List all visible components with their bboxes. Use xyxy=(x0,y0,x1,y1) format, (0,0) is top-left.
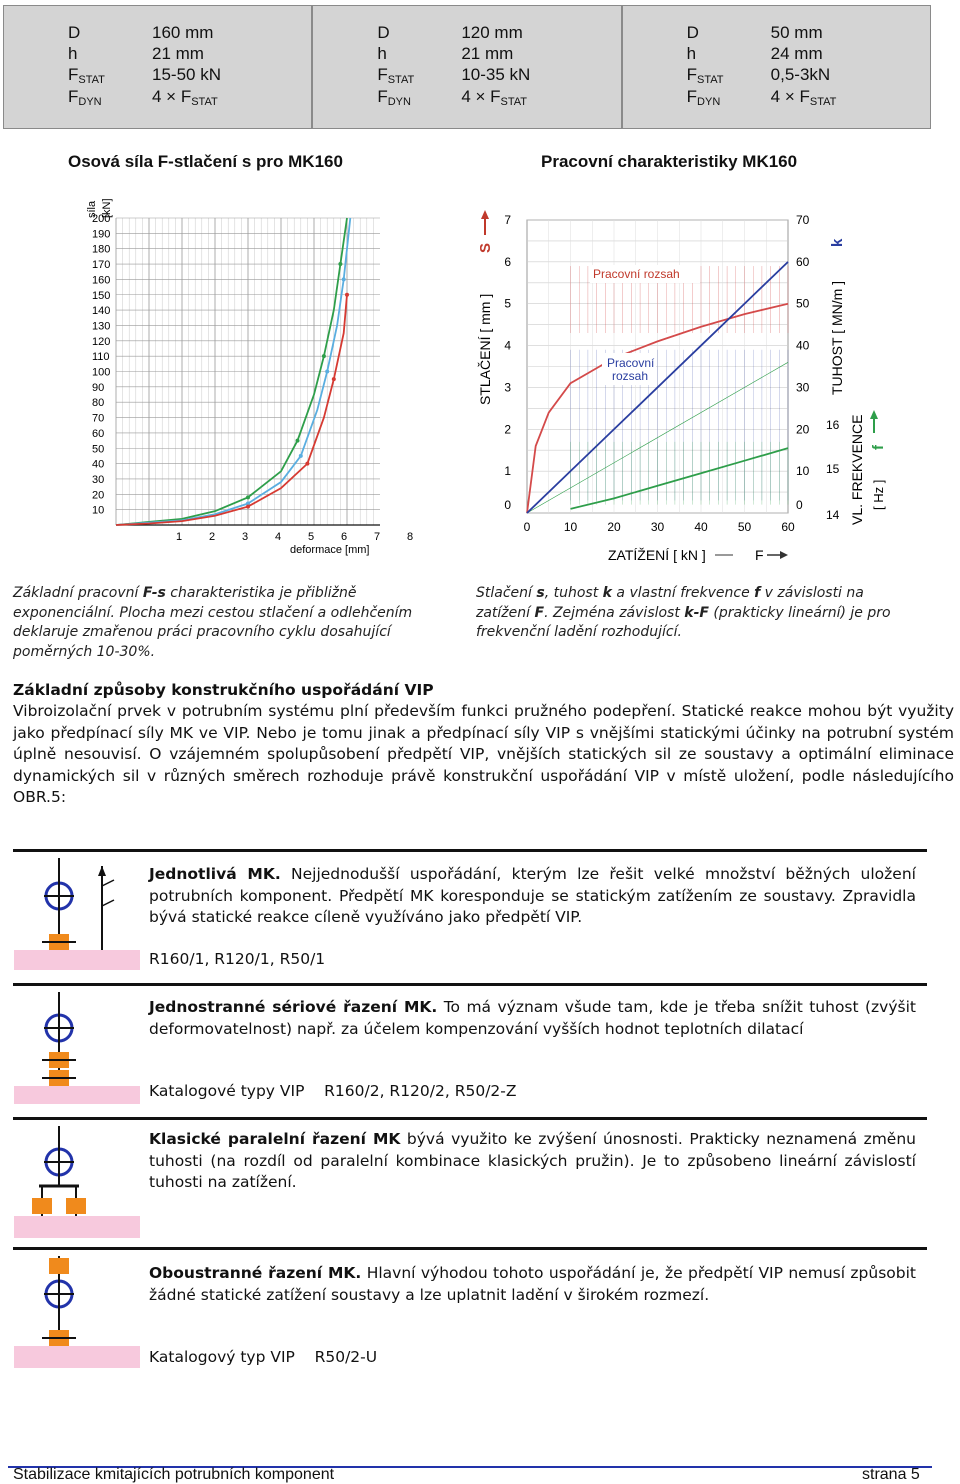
spec-key: F xyxy=(68,87,79,106)
spec-key: D xyxy=(68,23,81,42)
spec-value-cell xyxy=(771,22,823,43)
spec-value: 21 mm xyxy=(461,44,514,63)
y-tick-label: 60 xyxy=(92,427,105,440)
parallel-mk-diagram xyxy=(14,1124,140,1243)
freq-tick-label: 16 xyxy=(826,418,840,432)
spec-value: 4 × F xyxy=(461,87,501,106)
series-point xyxy=(338,262,342,266)
caption-bold: k xyxy=(602,585,612,601)
spec-sub: DYN xyxy=(387,96,411,108)
freq-axis-arrowhead xyxy=(870,410,878,419)
left-caption xyxy=(13,584,453,662)
series-point xyxy=(322,354,326,358)
left-axis-symbol: S xyxy=(477,242,494,253)
page-number: strana 5 xyxy=(862,1466,920,1483)
divider xyxy=(13,1247,927,1250)
spec-value: 50 mm xyxy=(770,23,823,42)
x-tick-label: 1 xyxy=(175,531,183,543)
caption-text: v závislosti na zatížení xyxy=(476,585,864,621)
spec-value: 21 mm xyxy=(152,44,204,63)
item-parallel-mk xyxy=(149,1129,916,1194)
series-point xyxy=(246,505,250,509)
item-note: Katalogový typ VIP R50/2-U xyxy=(149,1348,378,1366)
y-tick-label: 150 xyxy=(92,289,111,302)
spec-value-cell xyxy=(152,22,213,43)
y-tick-label: 190 xyxy=(92,228,111,241)
series-point xyxy=(299,454,303,458)
left-chart-title: Osová síla F-stlačení s pro MK160 xyxy=(68,152,343,171)
caption-bold: f xyxy=(754,585,761,601)
spec-value: 10-35 kN xyxy=(461,65,531,84)
spec-key: F xyxy=(68,65,79,84)
spec-key-cell xyxy=(377,86,411,113)
single-mk-diagram xyxy=(14,856,140,975)
left-tick-label: 2 xyxy=(504,422,511,437)
spec-value-cell xyxy=(152,86,218,113)
item-text: To má význam všude tam, kde je třeba snížit tuhost (zvýšit deformovatelnost) např. za účelem kompenzování vyšších hodnot teplotních dilatací xyxy=(149,998,916,1038)
left-axis-label: STLAČENÍ [ mm ] xyxy=(477,293,493,405)
spec-value-cell xyxy=(152,43,204,64)
spec-value: 0,5-3kN xyxy=(770,65,831,84)
y-tick-label: 180 xyxy=(92,243,111,256)
x-tick-label: 30 xyxy=(650,520,665,534)
x-tick-label: 3 xyxy=(241,531,249,543)
freq-axis-unit: [ Hz ] xyxy=(871,479,886,510)
item-text: Nejjednodušší uspořádání, kterým lze řešit velké množství běžných uložení potrubních komponent. Předpětí MK koresponduje se statickým zatížením ze soustavy. Zpravidla bývá statické reakce cíleně využíváno jako předpětí VIP. xyxy=(149,865,916,926)
spec-value: 160 mm xyxy=(152,23,214,42)
item-single-mk xyxy=(149,864,916,929)
x-tick-label: 2 xyxy=(208,531,216,543)
caption-bold: s xyxy=(536,585,545,601)
series-point xyxy=(332,377,336,381)
x-axis-symbol: F xyxy=(755,547,764,563)
divider xyxy=(13,1117,927,1120)
left-tick-label: 4 xyxy=(504,338,511,353)
right-caption xyxy=(476,584,921,643)
freq-tick-label: 15 xyxy=(826,462,840,476)
series-point xyxy=(325,370,329,374)
range-label-2b: rozsah xyxy=(612,369,649,383)
spec-cell xyxy=(623,6,930,128)
freq-axis-label: VL. FREKVENCE xyxy=(849,414,865,525)
spec-key-cell xyxy=(687,22,699,43)
right-tick-label: 40 xyxy=(796,338,810,353)
spec-sub: STAT xyxy=(809,96,837,108)
freq-axis-symbol: f xyxy=(870,445,887,450)
left-tick-label: 1 xyxy=(504,464,511,479)
caption-bold: F-s xyxy=(142,585,166,601)
spec-table xyxy=(3,5,931,129)
x-tick-label: 10 xyxy=(563,520,578,534)
x-tick-label: 20 xyxy=(607,520,621,534)
x-axis-label: deformace [mm] xyxy=(290,544,370,556)
x-tick-label: 60 xyxy=(781,520,795,534)
spec-cell xyxy=(313,6,622,128)
item-series-mk xyxy=(149,997,916,1040)
right-tick-label: 50 xyxy=(796,296,810,311)
spec-key: F xyxy=(686,65,698,84)
series-mk-diagram xyxy=(14,990,140,1109)
left-tick-label: 6 xyxy=(504,254,511,269)
x-tick-label: 5 xyxy=(307,531,315,543)
y-tick-label: 80 xyxy=(92,397,105,410)
spec-cell xyxy=(4,6,313,128)
item-title: Jednotlivá MK. xyxy=(149,865,281,883)
spec-value-cell xyxy=(461,22,522,43)
item-text: Hlavní výhodou tohoto uspořádání je, že předpětí VIP nemusí způsobit žádné statické zatížení soustavy a lze uplatnit ladění v širokém rozmezí. xyxy=(149,1264,916,1304)
right-tick-label: 60 xyxy=(796,254,810,269)
y-tick-label: 200 xyxy=(92,213,111,225)
caption-bold: k-F xyxy=(684,604,709,621)
y-tick-label: 160 xyxy=(92,274,111,287)
item-title: Oboustranné řazení MK. xyxy=(149,1264,362,1282)
spec-value-cell xyxy=(771,86,837,113)
y-tick-label: 120 xyxy=(92,335,111,348)
item-note: R160/1, R120/1, R50/1 xyxy=(149,950,326,968)
item-double-sided-mk xyxy=(149,1263,916,1306)
spec-value: 15-50 kN xyxy=(152,65,221,84)
spec-sub: STAT xyxy=(78,74,105,86)
y-tick-label: 20 xyxy=(92,489,105,502)
spec-key-cell xyxy=(377,22,389,43)
x-axis-arrowhead xyxy=(780,551,788,559)
spec-value-cell xyxy=(461,86,527,113)
spec-sub: STAT xyxy=(500,96,528,108)
y-axis-label-2: [kN] xyxy=(101,198,113,218)
y-tick-label: 110 xyxy=(92,351,110,364)
caption-text: (prakticky lineární) je pro frekvenční ladění rozhodující. xyxy=(476,604,891,640)
spec-value-cell xyxy=(771,43,823,64)
spec-value: 4 × F xyxy=(770,87,810,106)
right-tick-label: 70 xyxy=(796,213,810,227)
caption-text: Stlačení xyxy=(476,585,537,601)
item-note: Katalogové typy VIP R160/2, R120/2, R50/2-Z xyxy=(149,1082,517,1100)
range-label-1: Pracovní rozsah xyxy=(593,267,680,281)
spec-value: 120 mm xyxy=(461,23,523,42)
y-tick-label: 170 xyxy=(92,259,111,272)
spec-value-cell xyxy=(152,64,221,85)
right-axis-label: TUHOST [ MN/m ] xyxy=(829,280,845,395)
spec-value: 24 mm xyxy=(770,44,823,63)
spec-key-cell xyxy=(68,43,77,64)
item-title: Klasické paralelní řazení MK xyxy=(149,1130,401,1148)
working-characteristics-chart xyxy=(470,205,890,570)
y-tick-label: 70 xyxy=(92,412,105,425)
y-tick-label: 90 xyxy=(92,381,105,394)
y-tick-label: 140 xyxy=(92,305,111,318)
spec-sub: STAT xyxy=(697,74,724,86)
caption-text: Základní pracovní xyxy=(13,585,143,601)
spec-sub: DYN xyxy=(697,96,721,108)
spec-value-cell xyxy=(771,64,831,85)
y-tick-label: 130 xyxy=(92,320,111,333)
series-line xyxy=(116,295,347,525)
spec-key-cell xyxy=(377,43,386,64)
left-tick-label: 5 xyxy=(504,296,511,311)
series-point xyxy=(305,462,309,466)
spec-sub: DYN xyxy=(78,96,102,108)
right-tick-label: 30 xyxy=(796,380,810,395)
spec-key: h xyxy=(68,44,78,63)
series-point xyxy=(246,495,250,499)
right-tick-label: 0 xyxy=(796,498,803,512)
spec-key: D xyxy=(686,23,699,42)
right-tick-label: 10 xyxy=(796,464,810,479)
spec-key-cell xyxy=(687,43,696,64)
right-axis-symbol: k xyxy=(829,238,846,247)
caption-text: a vlastní frekvence xyxy=(611,585,755,601)
spec-key: h xyxy=(377,44,387,63)
spec-key: D xyxy=(377,23,390,42)
left-axis-arrowhead xyxy=(481,210,489,219)
spec-value-cell xyxy=(461,43,513,64)
caption-text: charakteristika je přibližně exponenciální. Plocha mezi cestou stlačení a odlehčením deklaruje zmařenou práci pracovního cyklu dosahující poměrných 10-30%. xyxy=(13,585,413,660)
item-text: bývá využito ke zvýšení únosnosti. Prakticky neznamená změnu tuhosti (na rozdíl od paralelní kombinace klasických pružin). Je to způsobeno lineární závislostí tuhosti na zatížení. xyxy=(149,1130,916,1191)
spec-key: F xyxy=(377,87,388,106)
left-tick-label: 7 xyxy=(504,213,511,227)
double-sided-mk-diagram xyxy=(14,1254,140,1373)
y-tick-label: 100 xyxy=(92,366,111,379)
spec-key: h xyxy=(686,44,697,63)
caption-text: . Zejména závislost xyxy=(544,604,685,621)
y-tick-label: 10 xyxy=(92,504,105,517)
y-tick-label: 50 xyxy=(92,443,105,456)
right-tick-label: 20 xyxy=(796,422,810,437)
range-label-2a: Pracovní xyxy=(607,356,655,370)
x-tick-label: 0 xyxy=(523,520,531,534)
y-tick-label: 30 xyxy=(92,473,105,486)
spec-key-cell xyxy=(687,86,721,113)
x-tick-label: 4 xyxy=(274,531,282,543)
series-point xyxy=(342,277,346,281)
spec-key-cell xyxy=(68,22,80,43)
spec-key-cell xyxy=(68,86,102,113)
spec-key: F xyxy=(686,87,698,106)
force-deformation-chart xyxy=(80,188,414,560)
spec-value-cell xyxy=(461,64,530,85)
section-body: Vibroizolační prvek v potrubním systému plní především funkci pružného podepření. Statické reakce mohou být využity jako předpínací síly MK ve VIP. Nebo je tomu jinak a předpínací síly VIP s vnějšími statickými účinky na potrubní systém úplně nesouvisí. O vzájemném spolupůsobení předpětí VIP, vnějších statických sil ze soustavy a optimální eliminace dynamických sil v různých směrech rozhoduje právě konstrukční uspořádání VIP v místě uložení, podle následujícího OBR.5: xyxy=(13,702,954,806)
spec-sub: STAT xyxy=(387,74,415,86)
freq-tick-label: 14 xyxy=(826,508,840,522)
caption-text: , tuhost xyxy=(544,585,603,601)
y-axis-label-1: síla xyxy=(86,200,98,218)
left-tick-label: 0 xyxy=(504,498,511,512)
x-tick-label: 7 xyxy=(373,531,381,543)
spec-value: 4 × F xyxy=(152,87,192,106)
section-title: Základní způsoby konstrukčního uspořádání VIP xyxy=(13,681,434,699)
x-tick-label: 50 xyxy=(737,520,752,534)
spec-sub: STAT xyxy=(191,96,218,108)
series-point xyxy=(296,439,300,443)
caption-bold: F xyxy=(534,604,545,621)
divider xyxy=(13,849,927,852)
x-tick-label: 8 xyxy=(406,531,414,543)
x-tick-label: 6 xyxy=(340,531,348,543)
left-tick-label: 3 xyxy=(504,380,511,395)
y-tick-label: 40 xyxy=(92,458,105,471)
right-chart-title: Pracovní charakteristiky MK160 xyxy=(541,152,798,171)
x-axis-label: ZATÍŽENÍ [ kN ] xyxy=(608,547,706,563)
x-tick-label: 40 xyxy=(694,520,708,534)
divider xyxy=(13,983,927,986)
spec-key: F xyxy=(377,65,388,84)
item-title: Jednostranné sériové řazení MK. xyxy=(149,998,438,1016)
series-point xyxy=(345,293,349,297)
footer-title: Stabilizace kmitajících potrubních komponent xyxy=(13,1466,335,1483)
